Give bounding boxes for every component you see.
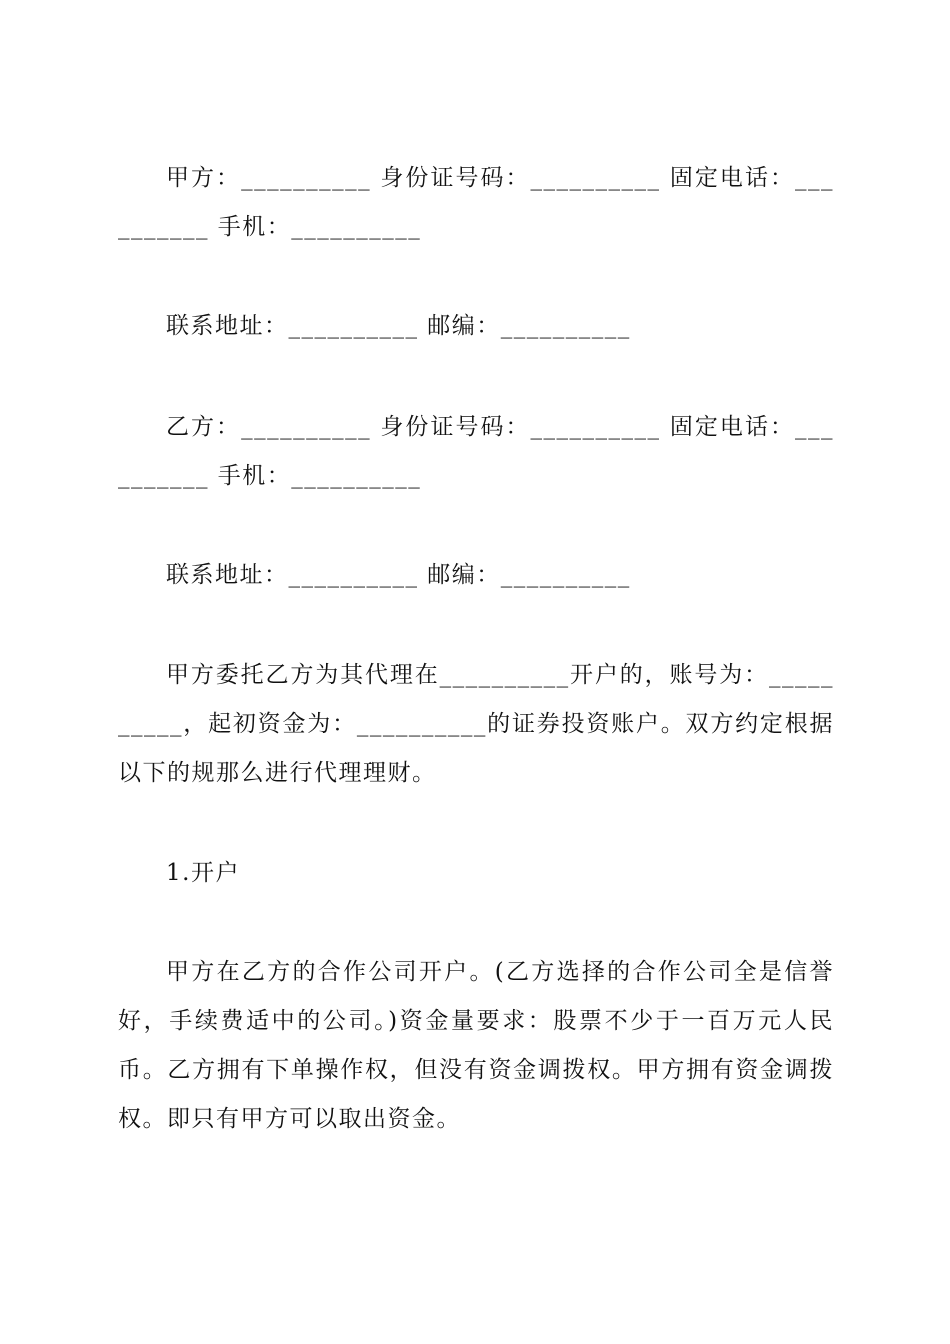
entrust-clause-paragraph: 甲方委托乙方为其代理在__________开户的，账号为：__________，起初资金为：__________的证券投资账户。双方约定根据以下的规那么进行代理理财。 <box>118 662 834 786</box>
party-a-contact-paragraph: 甲方：__________ 身份证号码：__________ 固定电话：__________ 手机：__________ <box>118 165 834 240</box>
party-b-address-paragraph: 联系地址：__________ 邮编：__________ <box>166 562 631 588</box>
party-a-address-paragraph: 联系地址：__________ 邮编：__________ <box>166 313 631 339</box>
section-1-title: 1.开户 <box>166 860 240 886</box>
section-1-body-paragraph: 甲方在乙方的合作公司开户。(乙方选择的合作公司全是信誉好，手续费适中的公司。)资金量要求：股票不少于一百万元人民币。乙方拥有下单操作权，但没有资金调拨权。甲方拥有资金调拨权。即只有甲方可以取出资金。 <box>118 959 834 1132</box>
party-b-contact-paragraph: 乙方：__________ 身份证号码：__________ 固定电话：__________ 手机：__________ <box>118 414 834 489</box>
